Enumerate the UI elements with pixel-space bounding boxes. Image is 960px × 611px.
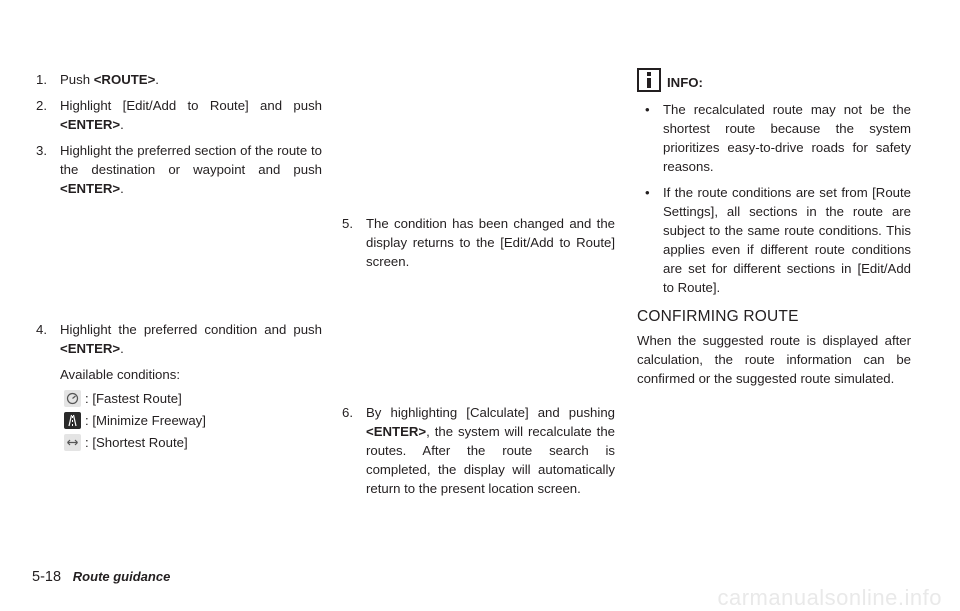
condition-label: : [Minimize Freeway]: [85, 412, 206, 428]
info-bullets: [637, 100, 911, 297]
step-4: [36, 320, 322, 453]
condition-shortest: [64, 431, 322, 453]
condition-minimize-freeway: [64, 409, 322, 431]
info-title: INFO:: [667, 75, 703, 90]
step-5: [342, 214, 615, 271]
condition-fastest: [64, 387, 322, 409]
step-text: Push <ROUTE>.: [60, 72, 159, 87]
step-3: [36, 141, 322, 198]
column-3: [637, 68, 911, 388]
step-1: [36, 70, 322, 89]
column-2: [342, 214, 615, 271]
page-number: 5-18: [32, 569, 62, 585]
step-text: By highlighting [Calculate] and pushing <ENTER>, the system will recalculate the routes. After the route search is completed, the display will automatically return to the present location screen.: [366, 405, 615, 496]
step-number: 4.: [36, 322, 47, 337]
step-6: [342, 403, 615, 498]
step-number: 1.: [36, 72, 47, 87]
step-number: 6.: [342, 405, 353, 420]
step-number: 3.: [36, 143, 47, 158]
section-text: When the suggested route is displayed after calculation, the route information can be confirmed or the suggested route simulated.: [637, 333, 911, 386]
watermark: carmanualsonline.info: [717, 585, 942, 610]
step-text: Highlight the preferred section of the route to the destination or waypoint and push <ENTER>.: [60, 143, 322, 196]
condition-label: : [Shortest Route]: [85, 434, 188, 450]
column-1-lower: [36, 320, 322, 453]
page-footer: [32, 567, 170, 587]
column-1: [36, 70, 322, 198]
column-2-lower: [342, 403, 615, 498]
condition-label: : [Fastest Route]: [85, 390, 182, 406]
conditions-list: [64, 387, 322, 453]
step-number: 5.: [342, 216, 353, 231]
step-number: 2.: [36, 98, 47, 113]
step-2: [36, 96, 322, 134]
fastest-route-icon: [64, 390, 81, 407]
info-bullet: • The recalculated route may not be the shortest route because the system prioritizes easy-to-drive roads for safety reasons.: [645, 102, 911, 174]
step-text: The condition has been changed and the display returns to the [Edit/Add to Route] screen.: [366, 216, 615, 269]
step-text: Highlight [Edit/Add to Route] and push <ENTER>.: [60, 98, 322, 132]
step-text: Highlight the preferred condition and push <ENTER>.: [60, 322, 322, 356]
section-heading: CONFIRMING ROUTE: [637, 308, 799, 325]
info-icon: [637, 68, 661, 92]
shortest-route-icon: [64, 434, 81, 451]
chapter-title: Route guidance: [72, 569, 171, 584]
available-conditions-label: Available conditions:: [60, 367, 180, 382]
minimize-freeway-icon: [64, 412, 81, 429]
info-header: [637, 68, 911, 92]
info-bullet: • If the route conditions are set from [Route Settings], all sections in the route are subject to the same route conditions. This applies even if different route conditions are set for different sections in [Edit/Add to Route].: [645, 185, 911, 295]
